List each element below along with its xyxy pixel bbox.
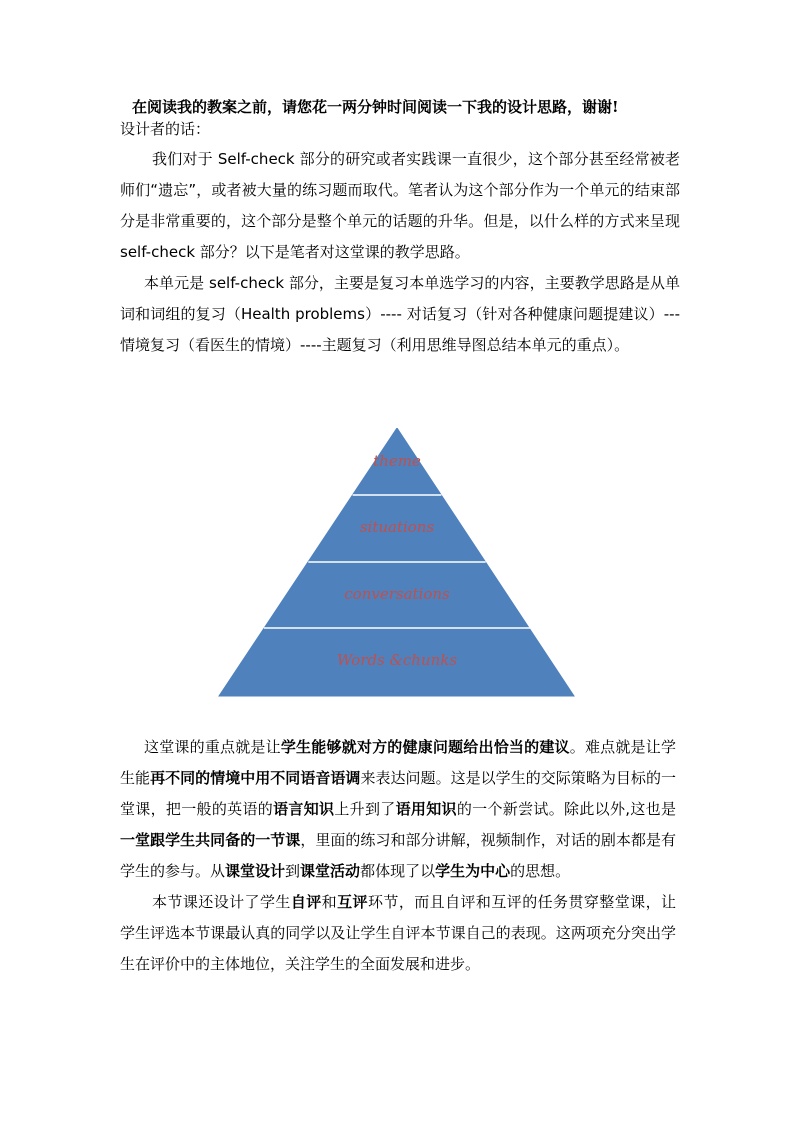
focus-student-centered: 学生为中心: [435, 862, 511, 880]
focus-text-5: 的一个新尝试。除此以外,这也是: [456, 800, 676, 818]
pyramid-layer-conversations: conversations: [344, 585, 450, 603]
evaluation-text-1: 本节课还设计了学生: [152, 893, 291, 911]
focus-text-4: 上升到了: [334, 800, 396, 818]
document-heading: 在阅读我的教案之前，请您花一两分钟时间阅读一下我的设计思路，谢谢!: [132, 98, 619, 116]
focus-text-6: ，里面的练习和部分讲解，视频制作，对话的剧本都是有学生的参与。从: [120, 831, 676, 880]
evaluation-text-3: 环节，而且自评和互评的任务贯穿整堂课，让学生评选本节课最认真的同学以及让学生自评本节课自己的表现。这两项充分突出学生在评价中的主体地位，关注学生的全面发展和进步。: [120, 893, 676, 973]
evaluation-text-2: 和: [321, 893, 338, 911]
focus-text-9: 的思想。: [510, 862, 571, 880]
pyramid-layer-situations: situations: [359, 518, 435, 536]
focus-co-prepared-lesson: 一堂跟学生共同备的一节课: [120, 831, 301, 849]
focus-pragmatic-knowledge: 语用知识: [395, 800, 457, 818]
focus-paragraph: [120, 732, 676, 887]
pyramid-layer-words-chunks: Words &chunks: [336, 651, 458, 669]
evaluation-self: 自评: [290, 893, 322, 911]
focus-difficulty: 再不同的情境中用不同语音语调: [150, 769, 361, 787]
focus-text-8: 都体现了以: [360, 862, 436, 880]
lesson-summary: [120, 732, 676, 980]
teaching-approach-paragraph: 本单元是 self-check 部分，主要是复习本单选学习的内容，主要教学思路是从单词和词组的复习（Health problems）---- 对话复习（针对各种健康问题提建议）--- 情境复习（看医生的情境）----主题复习（利用思维导图总结本单元的重点）。: [120, 274, 680, 354]
document-intro: [120, 96, 680, 361]
review-pyramid-diagram: [218, 428, 576, 698]
evaluation-peer: 互评: [337, 893, 368, 911]
focus-text-1: 这堂课的重点就是让: [144, 738, 281, 756]
focus-text-2: 。难点就是让学生能: [120, 738, 676, 787]
pyramid-layer-theme: theme: [373, 452, 421, 470]
focus-key-point: 学生能够就对方的健康问题给出恰当的建议: [280, 738, 570, 756]
focus-class-design: 课堂设计: [225, 862, 286, 880]
focus-text-3: 来表达问题。这是以学生的交际策略为目标的一堂课，把一般的英语的: [120, 769, 676, 818]
focus-language-knowledge: 语言知识: [273, 800, 335, 818]
focus-text-7: 到: [285, 862, 301, 880]
pyramid-svg: [218, 428, 576, 698]
evaluation-paragraph: [120, 887, 676, 980]
intro-paragraph: 我们对于 Self-check 部分的研究或者实践课一直很少，这个部分甚至经常被老师们“遗忘”，或者被大量的练习题而取代。笔者认为这个部分作为一个单元的结束部分是非常重要的，这个部分是整个单元的话题的升华。但是，以什么样的方式来呈现 self-check 部分？以下是笔者对这堂课的教学思路。: [120, 150, 680, 261]
focus-class-activities: 课堂活动: [300, 862, 361, 880]
designer-note-title: 设计者的话：: [120, 120, 211, 138]
